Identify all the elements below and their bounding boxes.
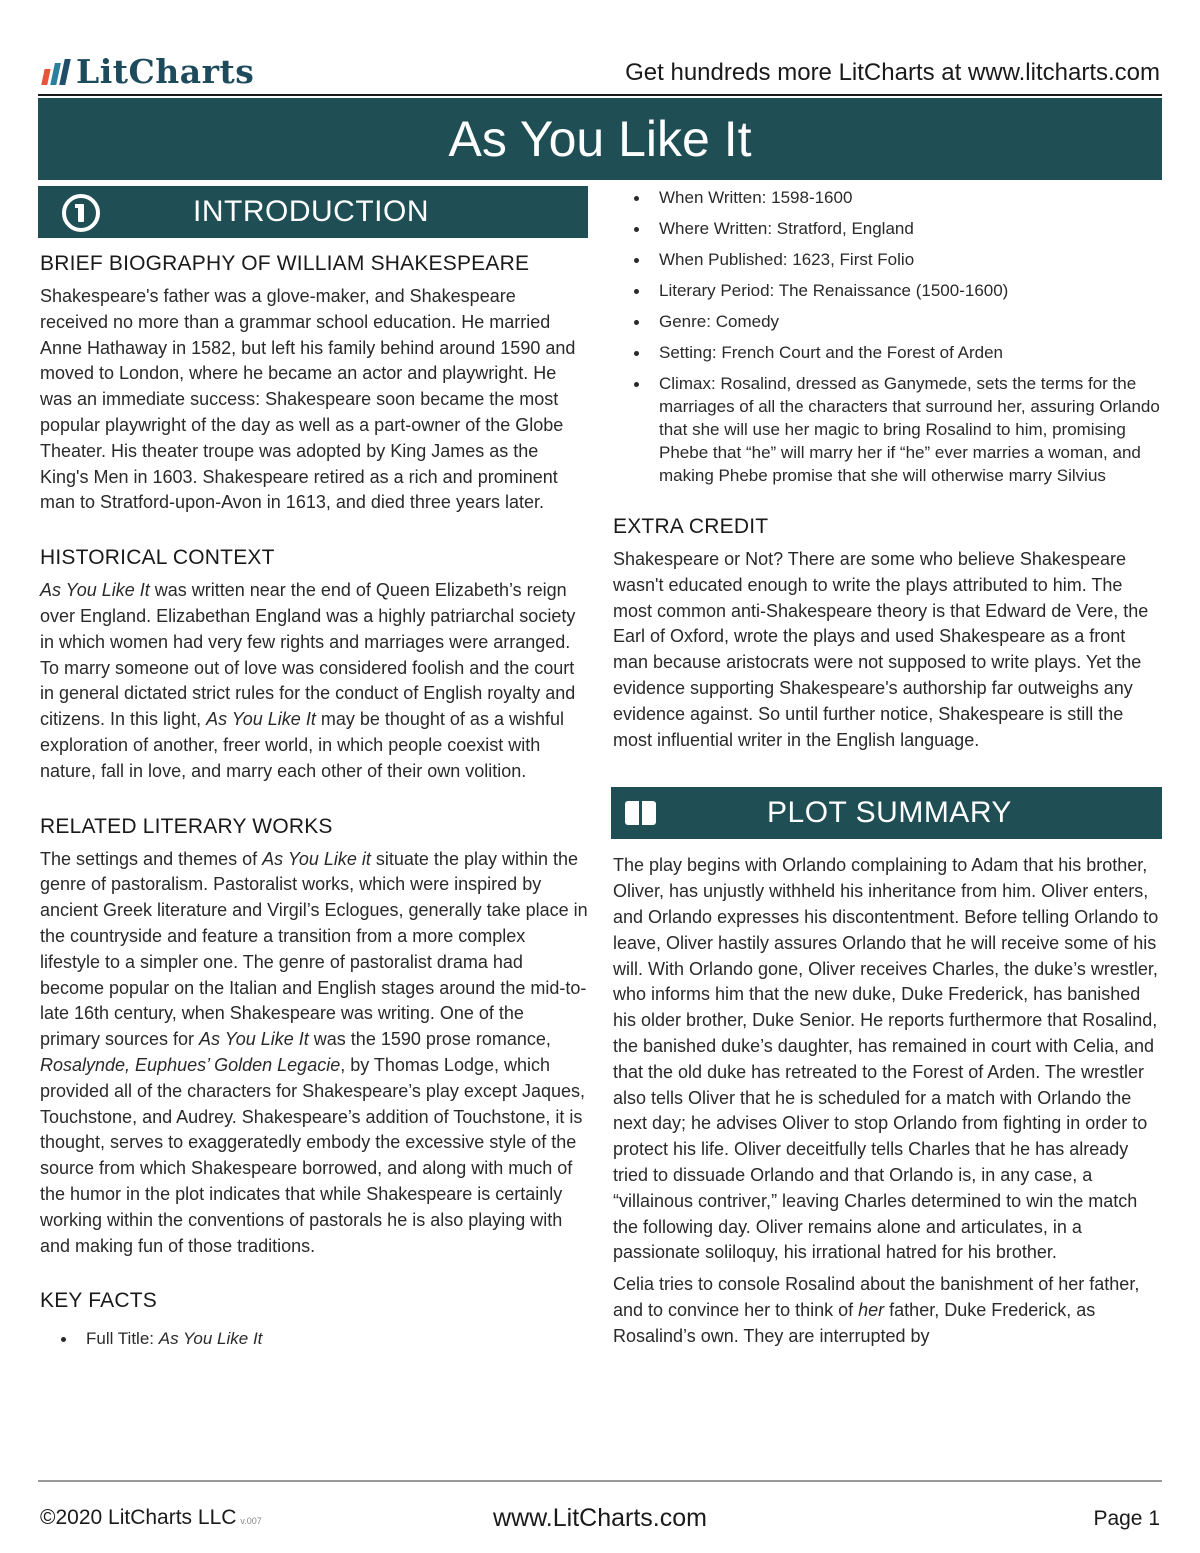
fact-when-written: When Written: 1598-1600 — [631, 186, 1162, 209]
fact-when-published: When Published: 1623, First Folio — [631, 248, 1162, 271]
key-facts-list-start — [58, 1327, 588, 1350]
fact-climax: Climax: Rosalind, dressed as Ganymede, sets the terms for the marriages of all the characters that surround her, assuring Orlando that she will use her magic to bring Rosalind to him, promising Phebe that “he” will marry her if “he” ever marries a woman, and making Phebe promise that she will otherwise marry Silvius — [631, 372, 1162, 487]
footer-site-link[interactable]: www.LitCharts.com — [493, 1504, 707, 1532]
introduction-banner — [38, 186, 588, 238]
info-icon — [62, 194, 100, 232]
extra-credit-text: Shakespeare or Not? There are some who believe Shakespeare wasn't educated enough to write the plays attributed to him. The most common anti-Shakespeare theory is that Edward de Vere, the Earl of Oxford, wrote the plays and used Shakespeare as a front man because aristocrats were not supposed to write plays. Yet the evidence supporting Shakespeare's authorship far outweighs any evidence against. So until further notice, Shakespeare is still the most influential writer in the English language. — [613, 549, 1149, 750]
footer-page-number: Page 1 — [1093, 1507, 1160, 1530]
left-column — [38, 186, 588, 1350]
plot-paragraph-2: Celia tries to console Rosalind about the banishment of her father, and to convince her to think of her father, Duke Frederick, as Rosalind’s own. They are interrupted by — [613, 1274, 1140, 1346]
extra-credit-heading: EXTRA CREDIT — [613, 515, 769, 538]
footer-copyright: ©2020 LitCharts LLC v.007 — [40, 1506, 262, 1529]
plot-paragraph-1: The play begins with Orlando complaining to Adam that his brother, Oliver, has unjustly withheld his inheritance from him. Oliver enters, and Orlando expresses his discontentment. Before telling Orlando to leave, Oliver hastily assures Orlando that he will receive some of his will. With Orlando gone, Oliver receives Charles, the duke’s wrestler, who informs him that the new duke, Duke Frederick, has banished his older brother, Duke Senior. He reports furthermore that Rosalind, the banished duke’s daughter, has remained in court with Celia, and that the old duke has retreated to the Forest of Arden. The wrestler also tells Oliver that he is scheduled for a match with Orlando the next day; he advises Oliver to stop Orlando from fighting in order to protect his life. Oliver deceitfully tells Charles that he has already tried to dissuade Orlando and that Orlando is, in any case, a “villainous contriver,” leaving Charles determined to win the match the following day. Oliver remains alone and articulates, in a passionate soliloquy, his irrational hatred for his brother. — [613, 855, 1159, 1263]
litcharts-logo[interactable] — [44, 52, 254, 91]
key-facts-heading: KEY FACTS — [40, 1289, 157, 1313]
fact-genre: Genre: Comedy — [631, 310, 1162, 333]
key-facts-list — [631, 186, 1162, 487]
fact-where-written: Where Written: Stratford, England — [631, 217, 1162, 240]
footer-version: v.007 — [240, 1516, 262, 1526]
right-column — [611, 186, 1162, 1350]
header-tagline[interactable]: Get hundreds more LitCharts at www.litcharts.com — [625, 59, 1160, 86]
book-icon — [625, 801, 657, 825]
introduction-banner-title: INTRODUCTION — [193, 195, 429, 228]
plot-summary-banner — [611, 787, 1162, 839]
fact-literary-period: Literary Period: The Renaissance (1500-1600) — [631, 279, 1162, 302]
related-works-text: The settings and themes of As You Like it situate the play within the genre of pastoralism. Pastoralist works, which were inspired by ancient Greek literature and Virgil’s Eclogues, generally take place in the countryside and feature a transition from a more complex lifestyle to a simpler one. The genre of pastoralist drama had become popular on the Italian and English stages around the mid-to-late 16th century, when Shakespeare was writing. One of the primary sources for As You Like It was the 1590 prose romance, Rosalynde, Euphues’ Golden Legacie, by Thomas Lodge, which provided all of the characters for Shakespeare’s play except Jaques, Touchstone, and Audrey. Shakespeare’s addition of Touchstone, it is thought, serves to exaggeratedly embody the excessive style of the source from which Shakespeare borrowed, and along with much of the humor in the plot indicates that while Shakespeare is certainly working within the conventions of pastorals he is also playing with and making fun of those traditions. — [40, 848, 588, 1256]
page-footer — [38, 1480, 1162, 1540]
related-works-heading: RELATED LITERARY WORKS — [40, 814, 333, 838]
logo-bars-icon — [41, 59, 71, 85]
fact-setting: Setting: French Court and the Forest of Arden — [631, 341, 1162, 364]
historical-context-heading: HISTORICAL CONTEXT — [40, 546, 275, 570]
biography-heading: BRIEF BIOGRAPHY OF WILLIAM SHAKESPEARE — [40, 252, 530, 275]
page-header — [38, 50, 1162, 96]
historical-context-text: As You Like It was written near the end of Queen Elizabeth’s reign over England. Elizabethan England was a highly patriarchal society in which women had very few rights and marriages were arranged. To marry someone out of love was considered foolish and the court in general dictated strict rules for the conduct of English royalty and citizens. In this light, As You Like It may be thought of as a wishful exploration of another, freer world, in which people coexist with nature, fall in love, and marry each other of their own volition. — [40, 580, 576, 781]
plot-summary-banner-title: PLOT SUMMARY — [767, 796, 1012, 830]
page-title: As You Like It — [38, 98, 1162, 180]
fact-full-title: Full Title: As You Like It — [58, 1327, 588, 1350]
biography-text: Shakespeare's father was a glove-maker, and Shakespeare received no more than a grammar school education. He married Anne Hathaway in 1582, but left his family behind around 1590 and moved to London, where he became an actor and playwright. He was an immediate success: Shakespeare soon became the most popular playwright of the day as well as a part-owner of the Globe Theater. His theater troupe was adopted by King James as the King's Men in 1603. Shakespeare retired as a rich and prominent man to Stratford-upon-Avon in 1613, and died three years later. — [40, 286, 576, 513]
logo-text: LitCharts — [76, 52, 255, 91]
